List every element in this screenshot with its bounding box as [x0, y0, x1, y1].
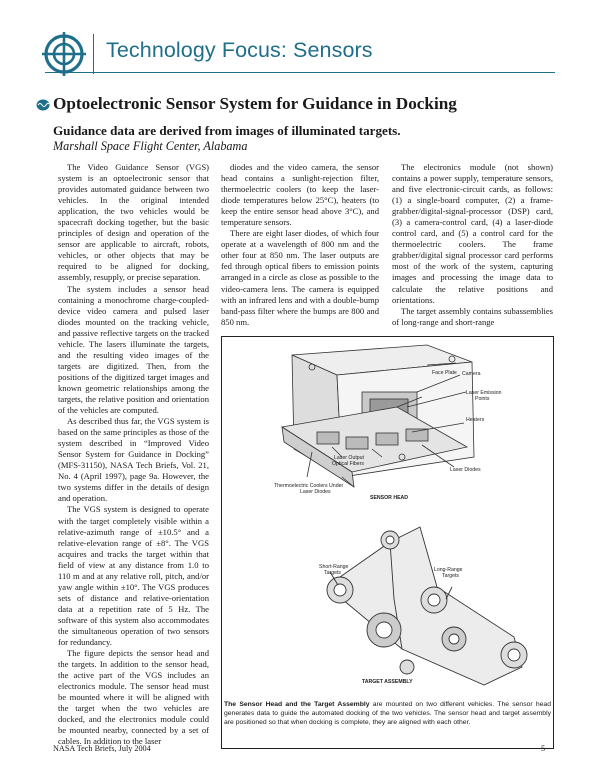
paragraph: diodes and the video camera, the sensor head contains a sunlight-rejection filter, thermoelectric coolers (to keep the laser-diode temperatures below 25°C), heaters (to keep the entire sensor head above 3°C), and temperature sensors.: [221, 162, 379, 228]
label-short-1: Short-Range: [319, 564, 349, 570]
text-column-2: [221, 162, 379, 328]
sensor-head-drawing: [282, 345, 474, 487]
header-divider-vertical: [93, 34, 94, 74]
footer-publication: NASA Tech Briefs, July 2004: [53, 744, 151, 753]
text-column-3: [392, 162, 553, 328]
figure-illustration: [222, 337, 555, 750]
section-title: Technology Focus: Sensors: [106, 38, 373, 62]
header-divider-horizontal: [45, 72, 555, 73]
label-cooler-1: Thermoelectric Coolers Under: [274, 483, 344, 489]
article-title: Optoelectronic Sensor System for Guidance in Docking: [53, 94, 457, 113]
paragraph: The target assembly contains subassemblies of long-range and short-range: [392, 305, 553, 327]
label-emission-1: Laser Emission: [466, 390, 502, 396]
label-face-plate: Face Plate: [432, 370, 457, 376]
paragraph: As described thus far, the VGS system is based on the same principles as those of the system described in “Improved Video Sensor System for Guidance in Docking” (MFS-31150), NASA Tech Briefs, Vol. 21, No. 4 (April 1997), page 9a. However, the two systems differ in the details of design and operation.: [58, 416, 209, 504]
paragraph: There are eight laser diodes, of which four operate at a wavelength of 800 nm and the other four at 850 nm. The laser outputs are fed through optical fibers to emission points arranged in a circle as close as possible to the video-camera lens. The camera is equipped with an infrared lens and with a double-bump band-pass filter where the bumps are 800 and 850 nm.: [221, 228, 379, 327]
paragraph: The VGS system is designed to operate with the target completely visible within a relative-azimuth range of ±10.5° and a relative-elevation range of ±8°. The VGS acquires and tracks the target within that field of view at any distance from 1.0 to 110 m and at any relative roll, pitch, and/or yaw angle within ±10°. The VGS produces sets of distance and relative-orientation data at a repetition rate of 5 Hz. The software of this system also accommodates the simultaneous operation of two sensors for redundancy.: [58, 504, 209, 648]
article-affiliation: Marshall Space Flight Center, Alabama: [53, 139, 248, 153]
label-long-2: Targets: [442, 573, 460, 579]
text-column-1: [58, 162, 209, 747]
label-heaters: Heaters: [466, 417, 485, 423]
label-target-assembly: TARGET ASSEMBLY: [362, 679, 413, 685]
paragraph: The electronics module (not shown) contains a power supply, temperature sensors, and five electronic-circuit cards, as follows: (1) a single-board computer, (2) a frame-grabber/digital-signal-processor (DSP) card, (3) a camera-control card, (4) a laser-diode control card, and (5) a control card for the thermoelectric coolers. The frame grabber/digital signal processor card performs most of the work of the system, capturing images and processing the image data to calculate the relative positions and orientations.: [392, 162, 553, 305]
caption-lead: The Sensor Head and the Target Assembly: [224, 701, 370, 708]
page-number: 5: [541, 744, 546, 753]
paragraph: The Video Guidance Sensor (VGS) system is an optoelectronic sensor that provides automated guidance between two vehicles. In the original intended application, the two vehicles would be spacecraft docking together, but the basic principles of design and operation of the sensor are applicable to aircraft, robots, vehicles, or other objects that may be required to be aligned for docking, assembly, resupply, or precise separation.: [58, 162, 209, 283]
paragraph: The figure depicts the sensor head and the targets. In addition to the sensor head, the active part of the VGS includes an electronics module. The sensor head must be mounted where it will be aligned with the target when the two vehicles are docked, and the electronics module could be mounted nearby, connected by a set of cables. In addition to the laser: [58, 648, 209, 747]
label-short-2: Targets: [324, 570, 342, 576]
label-long-1: Long-Range: [434, 567, 463, 573]
label-diodes: Laser Diodes: [450, 467, 481, 473]
figure-caption: [224, 700, 551, 727]
figure: [221, 336, 554, 749]
label-camera: Camera: [462, 371, 481, 377]
target-assembly-drawing: [327, 527, 527, 685]
caption-text: are mounted on two different vehicles. The sensor head generates data to guide the automated docking of the two vehicles. The sensor head and target assembly are positioned so that when docking is complete, they are aligned with each other.: [224, 701, 551, 726]
label-sensor-head: SENSOR HEAD: [370, 495, 409, 501]
article-bullet-icon: [36, 99, 50, 111]
label-cooler-2: Laser Diodes: [300, 489, 331, 495]
paragraph: The system includes a sensor head containing a monochrome charge-coupled-device video camera and pulsed laser diodes mounted on the tracking vehicle, and passive reflective targets on the tracked vehicle. The lasers illuminate the targets, and the resulting video images of the targets are digitized. Then, from the positions of the digitized target images and known geometric relationships among the targets, the relative position and orientation of the vehicles are computed.: [58, 283, 209, 416]
label-optical-2: Optical Fibers: [332, 461, 364, 467]
label-optical-1: Laser Output: [334, 455, 364, 461]
section-logo-icon: [40, 30, 90, 78]
label-emission-2: Points: [475, 396, 490, 402]
article-subtitle: Guidance data are derived from images of illuminated targets.: [53, 123, 401, 138]
